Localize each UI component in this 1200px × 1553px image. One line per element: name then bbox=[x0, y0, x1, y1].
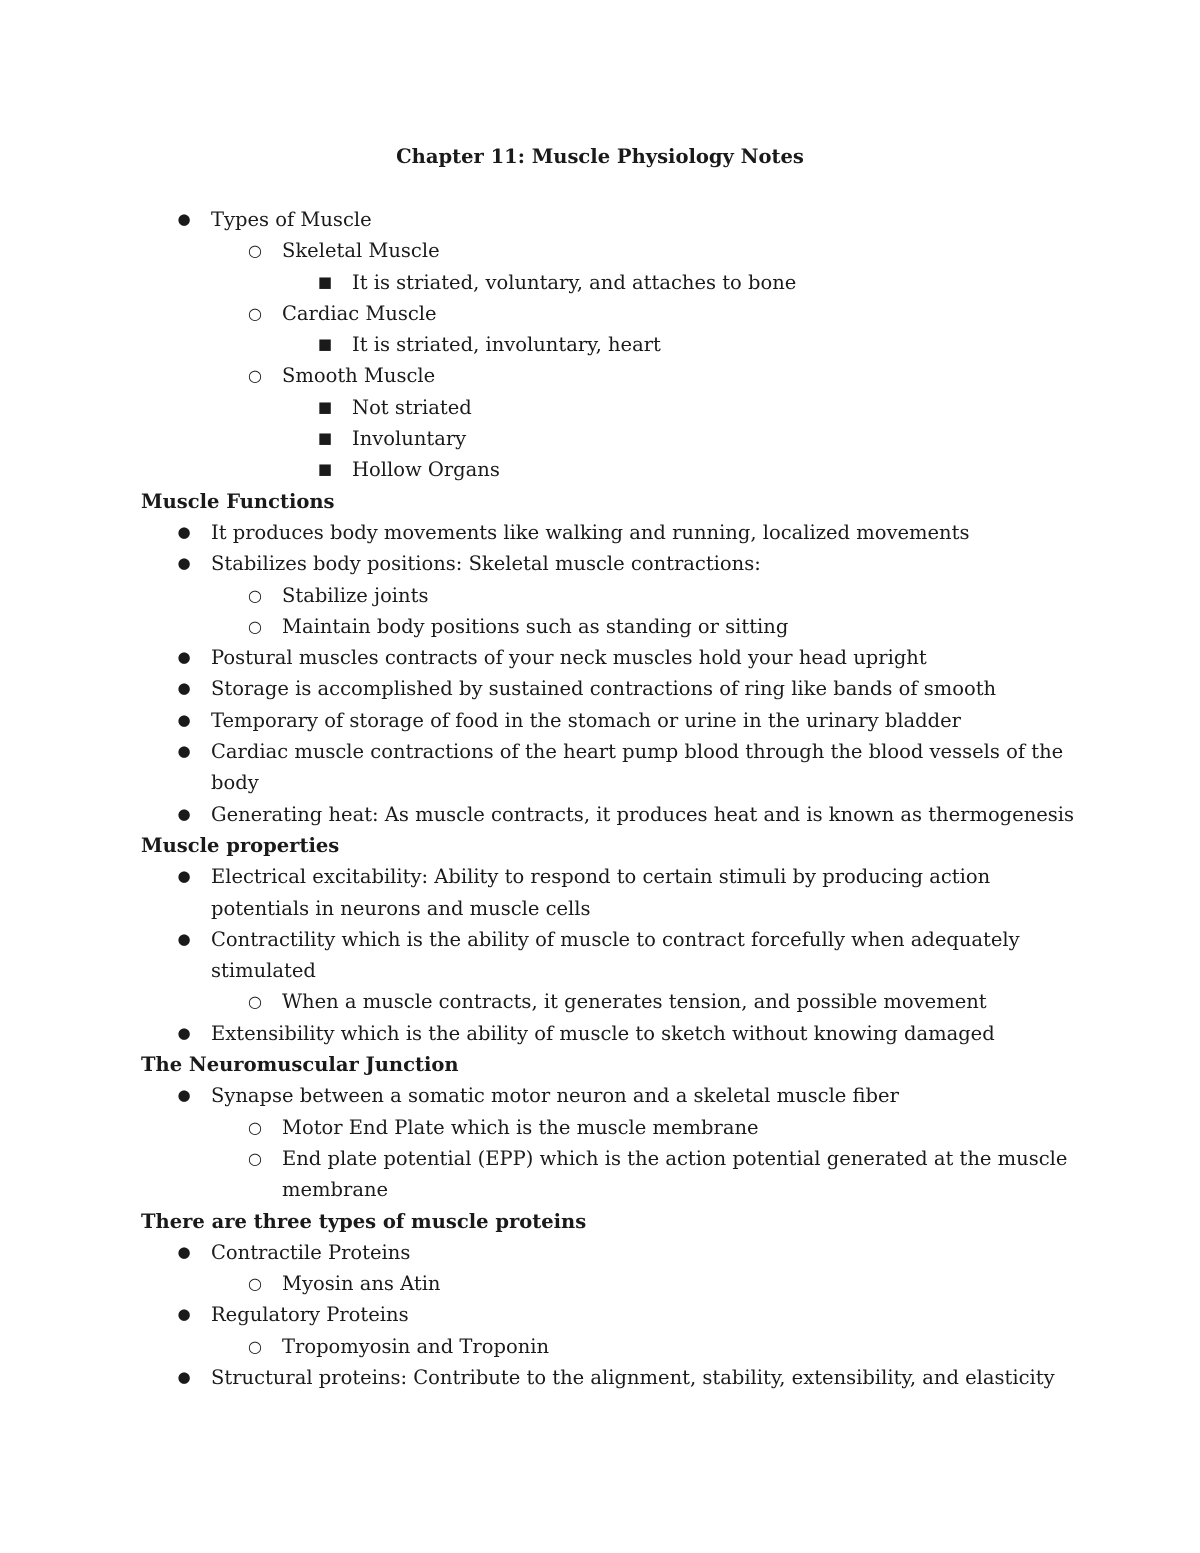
bullet-circle-icon: ○ bbox=[248, 585, 262, 605]
properties-list bbox=[141, 861, 1081, 986]
list-item: ○ Myosin ans Atin bbox=[141, 1268, 1081, 1299]
bullet-dot-icon: ● bbox=[177, 648, 191, 667]
bullet-circle-icon: ○ bbox=[248, 241, 262, 261]
list-item: ■ It is striated, involuntary, heart bbox=[141, 329, 1081, 360]
smooth-details bbox=[141, 392, 1081, 486]
junction-list bbox=[141, 1080, 1081, 1111]
types-list bbox=[141, 204, 1081, 235]
bullet-dot-icon: ● bbox=[177, 1242, 191, 1261]
list-item: ● Regulatory Proteins bbox=[141, 1299, 1081, 1330]
list-item: ○ Motor End Plate which is the muscle membrane bbox=[141, 1112, 1081, 1143]
proteins-list bbox=[141, 1299, 1081, 1330]
properties-list bbox=[141, 1018, 1081, 1049]
list-item: ○ Smooth Muscle bbox=[141, 360, 1081, 391]
cardiac-details bbox=[141, 329, 1081, 360]
functions-list bbox=[141, 642, 1081, 830]
list-item: ○ Maintain body positions such as standing or sitting bbox=[141, 611, 1081, 642]
bullet-circle-icon: ○ bbox=[248, 1117, 262, 1137]
bullet-circle-icon: ○ bbox=[248, 366, 262, 386]
list-item: ● Contractile Proteins bbox=[141, 1237, 1081, 1268]
list-item: ● Generating heat: As muscle contracts, it produces heat and is known as thermogenesis bbox=[141, 799, 1081, 830]
bullet-square-icon: ■ bbox=[317, 335, 333, 354]
bullet-circle-icon: ○ bbox=[248, 1148, 262, 1168]
regulatory-sublist bbox=[141, 1331, 1081, 1362]
list-item: ○ When a muscle contracts, it generates tension, and possible movement bbox=[141, 986, 1081, 1017]
list-item: ● Structural proteins: Contribute to the alignment, stability, extensibility, and elasticity bbox=[141, 1362, 1081, 1393]
bullet-dot-icon: ● bbox=[177, 742, 191, 761]
list-item: ■ Hollow Organs bbox=[141, 454, 1081, 485]
list-item: ● Electrical excitability: Ability to respond to certain stimuli by producing action potentials in neurons and muscle cells bbox=[141, 861, 1081, 924]
proteins-list bbox=[141, 1237, 1081, 1268]
list-item: ■ It is striated, voluntary, and attaches to bone bbox=[141, 267, 1081, 298]
list-item: ● Synapse between a somatic motor neuron and a skeletal muscle fiber bbox=[141, 1080, 1081, 1111]
list-item: ● Temporary of storage of food in the stomach or urine in the urinary bladder bbox=[141, 705, 1081, 736]
bullet-circle-icon: ○ bbox=[248, 303, 262, 323]
bullet-square-icon: ■ bbox=[317, 397, 333, 416]
list-item: ● Cardiac muscle contractions of the heart pump blood through the blood vessels of the body bbox=[141, 736, 1081, 799]
section-heading-junction: The Neuromuscular Junction bbox=[141, 1053, 459, 1077]
bullet-circle-icon: ○ bbox=[248, 1336, 262, 1356]
bullet-dot-icon: ● bbox=[177, 1367, 191, 1386]
list-item: ○ Tropomyosin and Troponin bbox=[141, 1331, 1081, 1362]
stabilize-sublist bbox=[141, 580, 1081, 643]
bullet-square-icon: ■ bbox=[317, 272, 333, 291]
types-sublist bbox=[141, 235, 1081, 266]
list-item: ● Stabilizes body positions: Skeletal muscle contractions: bbox=[141, 548, 1081, 579]
bullet-dot-icon: ● bbox=[177, 679, 191, 698]
list-item: ● It produces body movements like walking and running, localized movements bbox=[141, 517, 1081, 548]
bullet-dot-icon: ● bbox=[177, 1086, 191, 1105]
contractility-sublist bbox=[141, 986, 1081, 1017]
bullet-dot-icon: ● bbox=[177, 210, 191, 228]
bullet-dot-icon: ● bbox=[177, 522, 191, 541]
list-item: ■ Involuntary bbox=[141, 423, 1081, 454]
list-item: ● Storage is accomplished by sustained contractions of ring like bands of smooth bbox=[141, 673, 1081, 704]
bullet-dot-icon: ● bbox=[177, 1023, 191, 1042]
page-title: Chapter 11: Muscle Physiology Notes bbox=[396, 145, 804, 168]
types-sublist bbox=[141, 298, 1081, 329]
list-item: ○ End plate potential (EPP) which is the action potential generated at the muscle membrane bbox=[141, 1143, 1081, 1206]
skeletal-details bbox=[141, 267, 1081, 298]
bullet-dot-icon: ● bbox=[177, 1305, 191, 1324]
list-item: ■ Not striated bbox=[141, 392, 1081, 423]
section-heading-functions: Muscle Functions bbox=[141, 489, 335, 513]
bullet-dot-icon: ● bbox=[177, 710, 191, 729]
list-item: ○ Skeletal Muscle bbox=[141, 235, 1081, 266]
functions-list bbox=[141, 517, 1081, 580]
list-item: ○ Cardiac Muscle bbox=[141, 298, 1081, 329]
section-heading-properties: Muscle properties bbox=[141, 833, 340, 857]
notes-body bbox=[141, 204, 1081, 1393]
list-item: ○ Stabilize joints bbox=[141, 580, 1081, 611]
bullet-circle-icon: ○ bbox=[248, 1274, 262, 1294]
list-item: ● Types of Muscle bbox=[141, 204, 1081, 235]
types-sublist bbox=[141, 360, 1081, 391]
bullet-dot-icon: ● bbox=[177, 929, 191, 948]
contractile-sublist bbox=[141, 1268, 1081, 1299]
bullet-dot-icon: ● bbox=[177, 867, 191, 886]
list-item: ● Postural muscles contracts of your neck muscles hold your head upright bbox=[141, 642, 1081, 673]
bullet-circle-icon: ○ bbox=[248, 992, 262, 1012]
bullet-dot-icon: ● bbox=[177, 554, 191, 573]
bullet-square-icon: ■ bbox=[317, 429, 333, 448]
list-item: ● Extensibility which is the ability of muscle to sketch without knowing damaged bbox=[141, 1018, 1081, 1049]
bullet-circle-icon: ○ bbox=[248, 616, 262, 636]
bullet-dot-icon: ● bbox=[177, 804, 191, 823]
section-heading-proteins: There are three types of muscle proteins bbox=[141, 1209, 587, 1233]
list-item: ● Contractility which is the ability of muscle to contract forcefully when adequately stimulated bbox=[141, 924, 1081, 987]
proteins-list bbox=[141, 1362, 1081, 1393]
junction-sublist bbox=[141, 1112, 1081, 1206]
bullet-square-icon: ■ bbox=[317, 460, 333, 479]
